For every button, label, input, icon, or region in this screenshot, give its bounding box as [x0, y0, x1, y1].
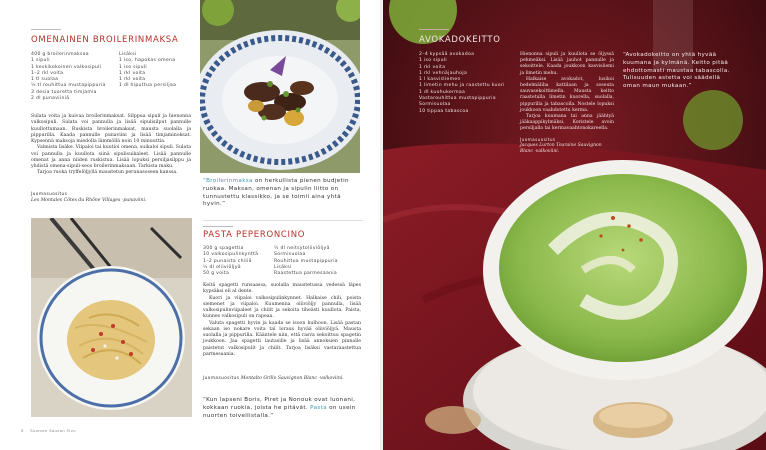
- ingredient: 1 iso, hapokas omena: [119, 58, 176, 64]
- method-paragraph: Hienonna sipuli ja kuullota se öljyssä pehmeäksi. Lisää jauhot pannulle ja sekoittele. Kaada joukkoon kasvisliemi ja limetin mehu.: [520, 52, 614, 76]
- ingredient: 2 dl punaviiniä: [31, 96, 70, 102]
- pasta-method: [203, 283, 361, 358]
- pull-quote-liver: [203, 178, 363, 209]
- ingredient: 1 iso sipuli: [419, 58, 447, 64]
- quote-text: “Kun lapseni Boris, Piret ja Nonouk ovat luonani, kokkaan ruokia, joista he pitävät.: [203, 397, 356, 411]
- method-paragraph: Tarjoa kuumana tai anna jäähtyä jääkaappikylmäksi. Koristele avoin persiljalla tai kermavaahtonokareella.: [520, 114, 614, 132]
- avocado-wine: [520, 137, 614, 156]
- page-number: 8: [21, 428, 24, 433]
- wine-label: Juomasuositus: [203, 376, 240, 381]
- wine-label: Juomasuositus: [520, 137, 556, 142]
- ingredient: 3 desia tuoretta timjamia: [31, 89, 97, 95]
- wine-text: Les Montales Côtes du Rhône Villages -punaviini.: [31, 198, 147, 204]
- ingredient: 1 rkl vehnäjauhoja: [419, 70, 468, 76]
- avocado-ingredients: [419, 52, 517, 115]
- ingredient: Sormisuolaa: [274, 252, 306, 258]
- ingredient: 1 dl hiputtua persiljaa: [119, 83, 177, 89]
- pasta-dish-image: [31, 218, 192, 417]
- broiler-wine: [31, 192, 191, 204]
- ingredient: Lisäksi: [119, 52, 137, 57]
- method-paragraph: Kuori ja viipaloi valkosipulinkynnet. Halkaise chili, poista siemenet ja viipaloi. Kuumenna oliiviöljy pannulla, lisää valkosipulinviipaleet ja chilit ja sekoita tiheästi kuullota. Paista, kunnes valkosipuli on rapeaa.: [203, 295, 361, 320]
- broiler-method: [31, 114, 191, 177]
- broiler-recipe-title: OMENAINEN BROILERINMAKSA: [31, 35, 179, 45]
- quote-highlight: Pasta: [310, 404, 327, 411]
- ingredient: 1 limetin mehu ja raastettu kuori: [419, 83, 505, 89]
- ingredient: 1–2 punaista chiliä: [203, 258, 252, 264]
- broiler-ingredients-col1: [31, 52, 117, 102]
- ingredient: 2–4 kypsää avokadoa: [419, 52, 475, 57]
- avocado-method: [520, 52, 614, 133]
- pasta-ingredients-col2: [274, 246, 364, 277]
- method-paragraph: Tarjoa ruoka tryffelöljyllä maustetun perunasoseen kanssa.: [37, 170, 178, 176]
- ingredient: Raastettua parmesaania: [274, 271, 337, 277]
- ingredient: 300 g spagettia: [203, 246, 244, 251]
- ingredient: 1 l kasvisliemen: [419, 77, 461, 83]
- title-rule: [419, 29, 449, 30]
- ingredient: 10 valkosipulinkynttä: [203, 252, 259, 258]
- ingredient: 1 keskikokoinen valkosipuli: [31, 64, 102, 70]
- ingredient: ½ dl neitsytoliiviöljyä: [274, 246, 330, 251]
- avocado-recipe-title: AVOKADOKEITTO: [419, 35, 501, 45]
- ingredient: 1 rkl voita: [119, 77, 146, 83]
- ingredient: Lisäksi: [274, 264, 292, 270]
- ingredient: 1 dl kuohukermaa: [419, 89, 466, 95]
- ingredient: 1 rkl voita: [119, 70, 146, 76]
- method-paragraph: Valuta spagetti hyvin ja kaada se isoon kulhoon. Lisää pastan sekaan iso nokare voita tai loraus hyvää oliiviöljyä. Mausta suolalla ja pippurilla. Kääntele niin, että rasva sekoittuu spagetin joukkoon. Jaa spagetti lautasille ja lisää annoksien pinnalle paistetut valkosipulit ja chilit. Tarjoa lisäksi vastaraastettua parmesaania.: [203, 320, 361, 357]
- quote-text: on usein nuorten toiveilistalla.”: [203, 404, 356, 419]
- ingredient: ½ tl rouhittua mustapippuria: [31, 83, 106, 89]
- method-paragraph: Sulata voita ja kuivaa broilerinmaksat. Silppua sipuli ja hienonna valkosipuli. Sulata voi pannulla ja lisää sipulisilput pannulle kuullottumaan. Ruskista broilerinmaksat, mausta suolalla ja pippurilla. Kaada pannulle punaviini ja lisää timjaminoksat. Kypsennä maksoja miedolla lämmöllä noin 10 minuuttia.: [31, 114, 191, 144]
- liver-dish-image: [200, 0, 360, 173]
- ingredient: Vastarouhittua mustapippuria: [419, 96, 496, 102]
- wine-text: Montalto Grillo Sauvignon Blanc -valkoviini.: [240, 376, 344, 381]
- quote-highlight: “Broilerinmaksa: [203, 178, 253, 184]
- pasta-ingredients-col1: [203, 246, 273, 277]
- broiler-ingredients-col2: [119, 52, 194, 90]
- ingredient: 1–2 rkl voita: [31, 70, 64, 76]
- pull-quote-avocado: “Avokadokeitto on yhtä hyvää kuumana ja kylmänä. Keitto pitää ehdottomasti maustaa tabascolla. Tulisuuden astetta voi säädellä oman maun mukaan.”: [623, 52, 730, 90]
- ingredient: 400 g broilerinmaksaa: [31, 52, 89, 57]
- footer-section: Suomen Sauvan Sivu: [30, 428, 76, 433]
- ingredient: Rouhittua mustapippuria: [274, 258, 338, 264]
- quote-text: on herkullista pienen budjetin ruokaa. Maksan, omenan ja sipulin liitto on tunnustettu klassikko, ja se toimii aina yhtä hyvin.”: [203, 178, 349, 208]
- method-paragraph: Keitä spagetti runsaassa, suolalla maustetussa vedessä läpes kypsäksi eli al dente.: [203, 283, 361, 295]
- method-paragraph: Valmista lisäke. Viipaloi tai kuutioi omena, suikaloi sipuli. Sulata voi pannulla ja kuullota siinä sipulisuikaleet. Lisää pannulle omenat ja anna niiden ruskistua. Lisää lopuksi persiljasilppu ja yhdistä omena-sipuli-seos broilerinmaksaan. Tarkista maku.: [31, 145, 191, 169]
- ingredient: 1 tl suolaa: [31, 77, 59, 83]
- title-rule: [31, 29, 61, 30]
- pasta-wine: [203, 376, 361, 382]
- ingredient: 1 sipuli: [31, 58, 50, 64]
- pasta-recipe-title: PASTA PEPERONCINO: [203, 230, 306, 240]
- ingredient: ½ dl oliiviöljyä: [203, 264, 241, 270]
- wine-text: Jacques Lurton Touraine Sauvignon Blanc -valkoviini.: [520, 143, 602, 155]
- method-paragraph: Halkaise avokadot, lusikoi hedelmäliha kattilaan ja soseuta sauvasekoittimella. Mausta keitto raastetulla limetin kuorella, suolalla, pippurilla ja tabascolla. Nostele lopuksi joukkoon vaahdotettu kerma.: [520, 76, 614, 113]
- ingredient: 1 rkl voita: [419, 64, 446, 70]
- wine-label: Juomasuositus: [31, 192, 68, 197]
- pull-quote-pasta: [203, 397, 363, 420]
- right-page: [383, 0, 766, 450]
- page-footer: [21, 428, 76, 433]
- title-rule: [203, 226, 233, 227]
- ingredient: 10 tippaa tabascoa: [419, 108, 469, 114]
- pasta-photo: [31, 218, 192, 417]
- ingredient: 1 iso sipuli: [119, 64, 147, 70]
- ingredient: 50 g voita: [203, 271, 230, 277]
- section-divider: [203, 220, 363, 221]
- ingredient: Sormisuolaa: [419, 102, 451, 108]
- liver-photo: [200, 0, 360, 173]
